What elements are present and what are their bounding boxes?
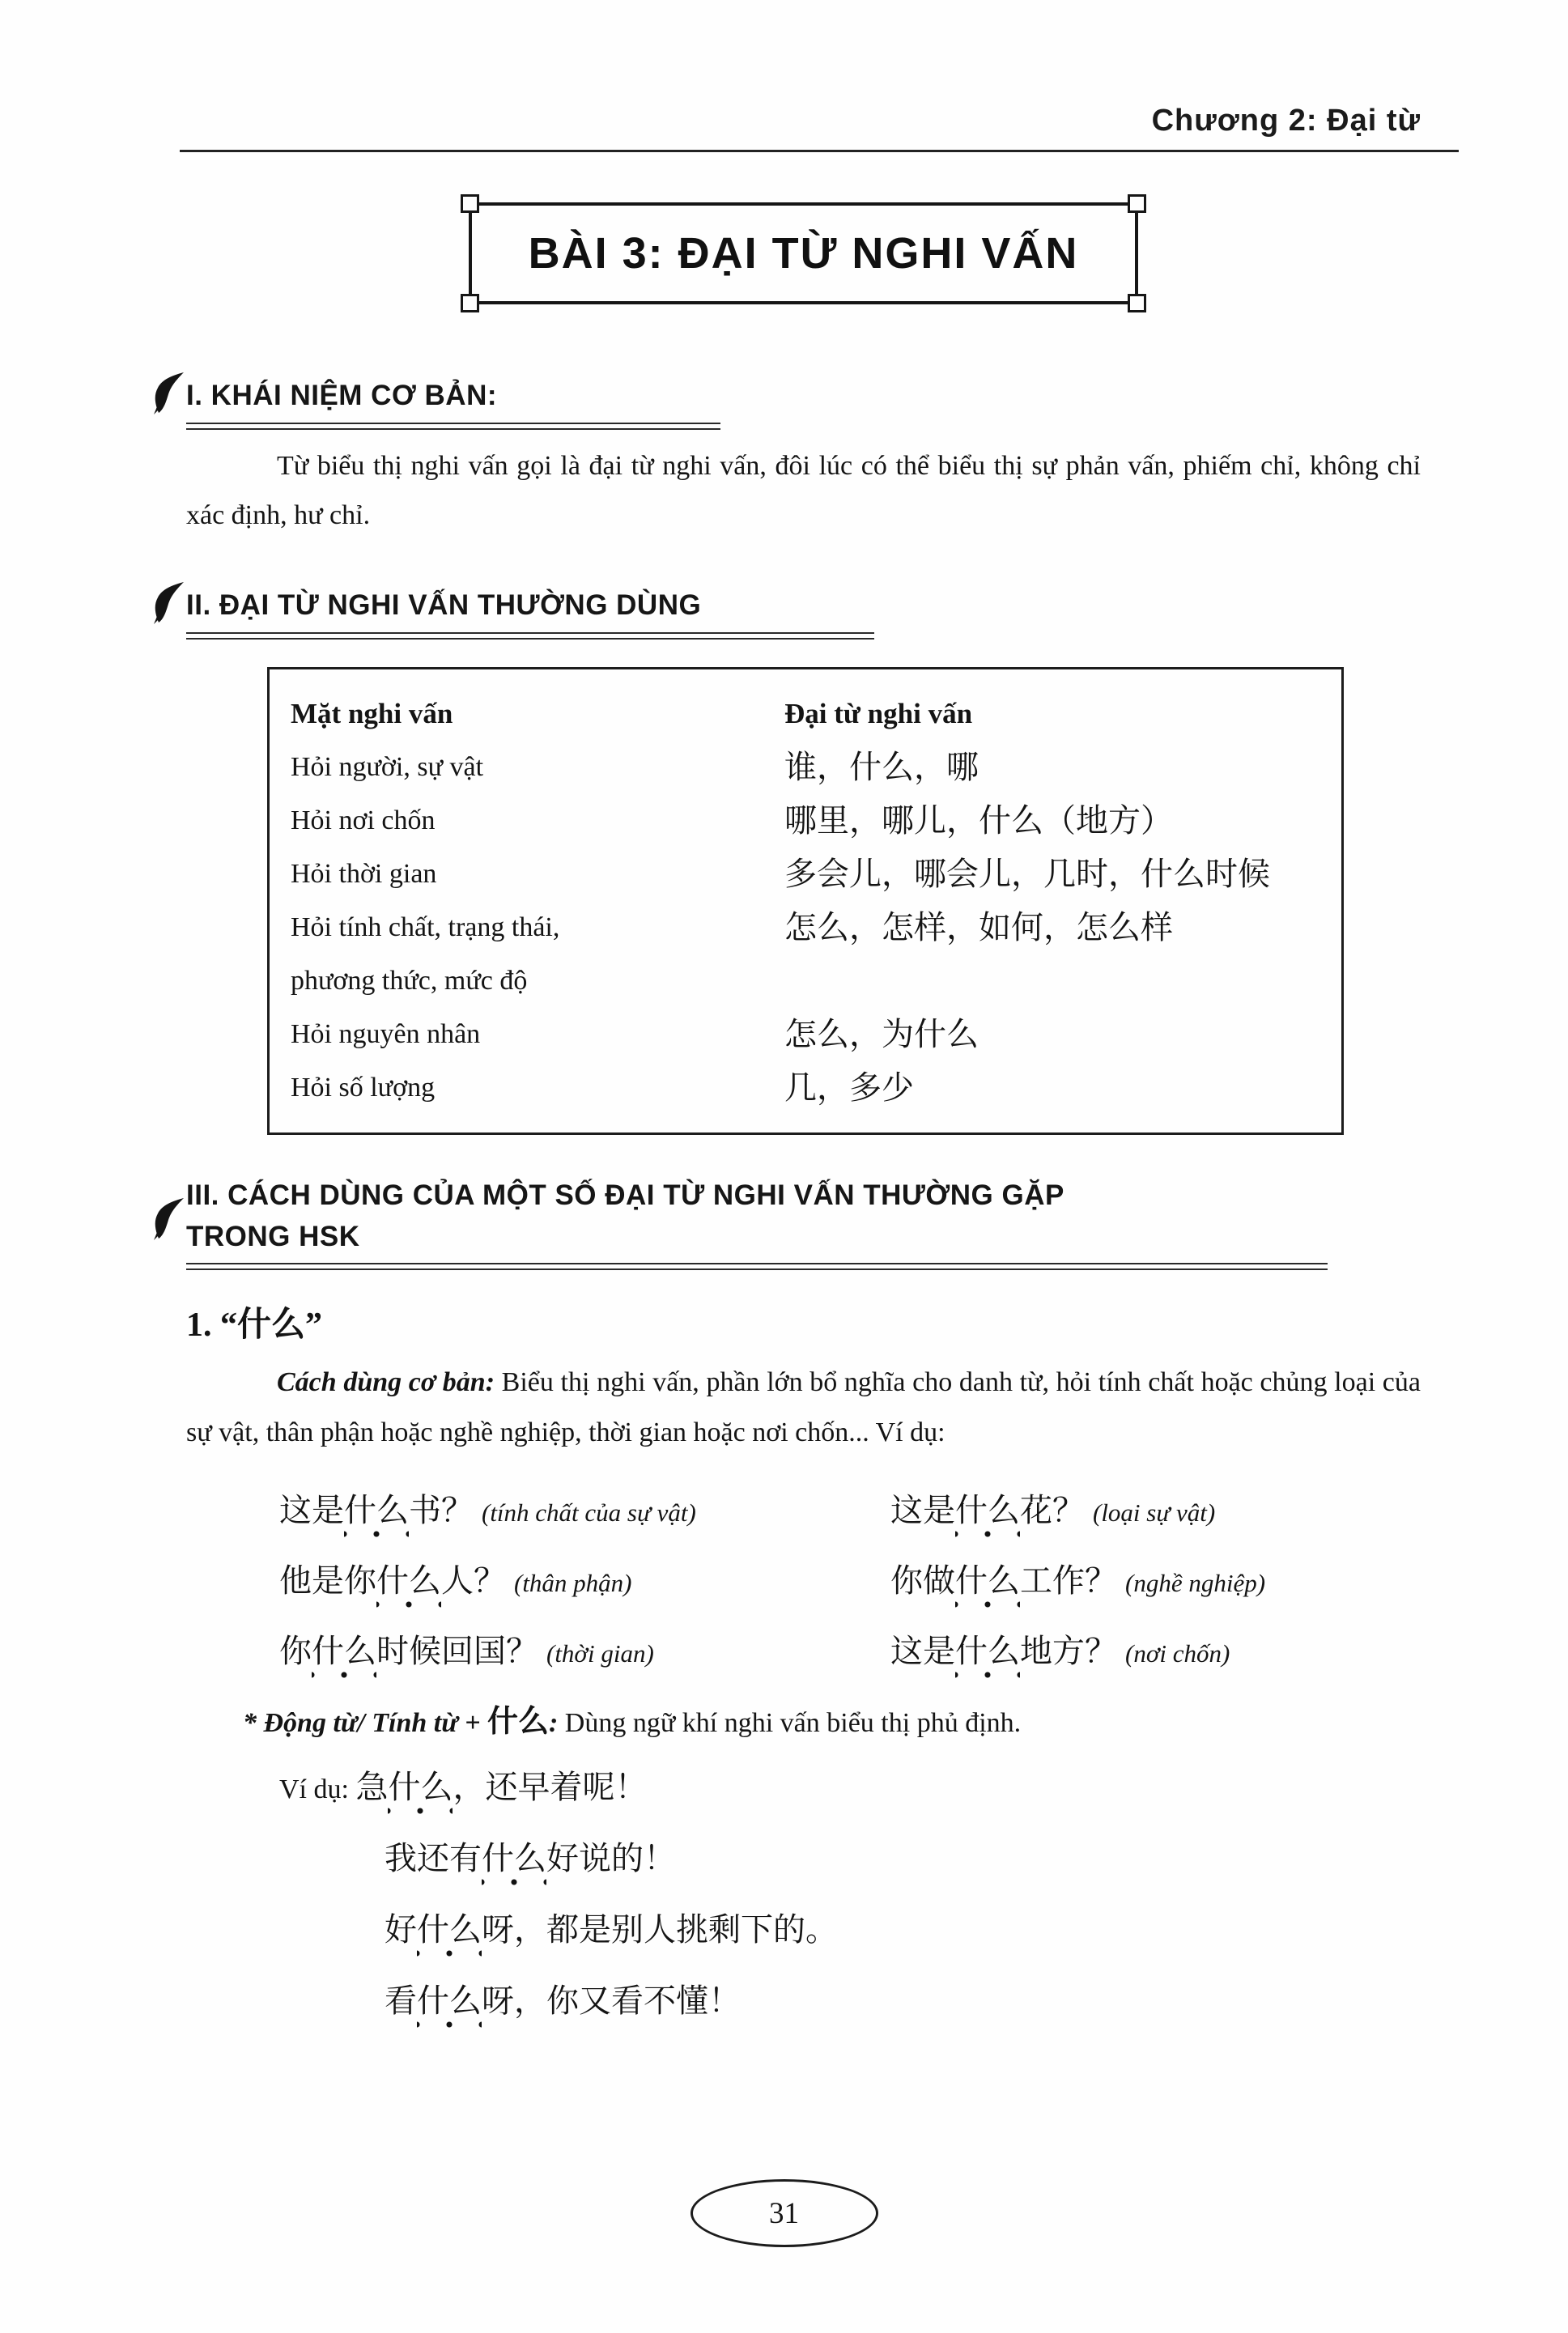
example-line bbox=[385, 1836, 1421, 1881]
header-rule bbox=[180, 150, 1459, 152]
example-zh: 我还有 bbox=[385, 1839, 482, 1876]
row-pronouns: 怎么，怎样，如何，怎么样 bbox=[784, 908, 1173, 946]
section-2-heading bbox=[186, 585, 1421, 640]
lesson-title-box bbox=[469, 202, 1139, 304]
example-zh: 他是你 bbox=[279, 1562, 376, 1599]
example-note: (nghề nghiệp) bbox=[1125, 1568, 1266, 1597]
chapter-header: Chương 2: Đại từ bbox=[1151, 104, 1421, 138]
example-sentence bbox=[890, 1485, 1421, 1531]
example-zh-emph: 什么 bbox=[344, 1492, 409, 1540]
example-sentence bbox=[890, 1625, 1421, 1672]
row-pronouns: 怎么，为什么 bbox=[784, 1015, 979, 1052]
section-1-underline bbox=[186, 423, 720, 430]
table-col2-header: Đại từ nghi vấn bbox=[784, 697, 973, 729]
example-zh: 工作？ bbox=[1020, 1562, 1117, 1599]
example-zh: 好 bbox=[385, 1910, 417, 1948]
table-row bbox=[291, 848, 1341, 901]
section-3-title-line2: TRONG HSK bbox=[186, 1220, 360, 1252]
example-zh: 花？ bbox=[1020, 1491, 1085, 1528]
example-sentence bbox=[279, 1555, 890, 1601]
row-question-type: Hỏi người, sự vật bbox=[291, 751, 484, 782]
example-line bbox=[385, 1907, 1421, 1953]
example-sentence bbox=[890, 1555, 1421, 1601]
usage-paragraph bbox=[186, 1358, 1421, 1456]
corner-ornament-top-right bbox=[1128, 194, 1146, 213]
row-question-type bbox=[291, 901, 784, 1008]
corner-ornament-bottom-left bbox=[461, 294, 479, 312]
section-1-title: I. KHÁI NIỆM CƠ BẢN: bbox=[186, 380, 498, 411]
grammar-note-zh: 什么 bbox=[487, 1704, 549, 1739]
table-row bbox=[291, 901, 1341, 1008]
example-zh-emph: 什么 bbox=[388, 1769, 453, 1817]
example-zh: 地方？ bbox=[1020, 1632, 1117, 1669]
usage-text: Biểu thị nghi vấn, phần lớn bổ nghĩa cho danh từ, hỏi tính chất hoặc chủng loại của sự vật, thân phận hoặc nghề nghiệp, thời gian hoặc nơi chốn... Ví dụ: bbox=[186, 1367, 1421, 1447]
table-row bbox=[291, 1008, 1341, 1061]
example-zh: 看 bbox=[385, 1982, 417, 2019]
lesson-title: BÀI 3: ĐẠI TỪ NGHI VẤN bbox=[528, 229, 1079, 278]
row-pronouns: 哪里，哪儿，什么（地方） bbox=[784, 801, 1173, 839]
example-intro-line bbox=[279, 1765, 1421, 1810]
example-zh: 急 bbox=[355, 1768, 389, 1805]
example-line bbox=[385, 1978, 1421, 2024]
table-row bbox=[291, 1061, 1341, 1115]
example-zh: 呀，你又看不懂！ bbox=[482, 1982, 741, 2019]
example-zh: ，还早着呢！ bbox=[453, 1768, 648, 1805]
example-zh-emph: 什么 bbox=[417, 1982, 482, 2030]
example-zh-emph: 什么 bbox=[955, 1562, 1020, 1610]
row-question-type: Hỏi nơi chốn bbox=[291, 805, 436, 835]
section-3-heading bbox=[186, 1175, 1421, 1271]
example-zh-emph: 什么 bbox=[955, 1492, 1020, 1540]
row-question-type-line2: phương thức, mức độ bbox=[291, 965, 528, 996]
example-zh: 书？ bbox=[409, 1491, 474, 1528]
usage-label: Cách dùng cơ bản: bbox=[277, 1367, 495, 1398]
row-pronouns: 多会儿，哪会儿，几时，什么时候 bbox=[784, 855, 1270, 892]
example-note: (thân phận) bbox=[514, 1568, 632, 1597]
example-zh: 好说的！ bbox=[546, 1839, 676, 1876]
row-question-type-line1: Hỏi tính chất, trạng thái, bbox=[291, 912, 560, 942]
example-note: (tính chất của sự vật) bbox=[482, 1498, 696, 1527]
section-1-heading bbox=[186, 376, 1421, 430]
row-question-type: Hỏi thời gian bbox=[291, 858, 437, 889]
grammar-note-sep: : bbox=[548, 1707, 565, 1738]
corner-ornament-bottom-right bbox=[1128, 294, 1146, 312]
row-question-type: Hỏi nguyên nhân bbox=[291, 1018, 481, 1049]
example-sentence bbox=[279, 1485, 890, 1531]
example-sentence bbox=[279, 1625, 890, 1672]
example-zh: 你 bbox=[279, 1632, 312, 1669]
pen-icon bbox=[151, 372, 185, 414]
section-2-title: II. ĐẠI TỪ NGHI VẤN THƯỜNG DÙNG bbox=[186, 589, 702, 622]
example-zh-emph: 什么 bbox=[482, 1840, 546, 1888]
lesson-title-wrap bbox=[186, 202, 1421, 304]
grammar-note-text: Dùng ngữ khí nghi vấn biểu thị phủ định. bbox=[564, 1707, 1022, 1738]
section-3-underline bbox=[186, 1263, 1328, 1270]
subsection-1-title: 1. “什么” bbox=[186, 1307, 323, 1345]
example-zh-emph: 什么 bbox=[376, 1562, 441, 1610]
example-zh: 你做 bbox=[890, 1562, 955, 1599]
table-col1-header: Mặt nghi vấn bbox=[291, 697, 453, 729]
row-question-type: Hỏi số lượng bbox=[291, 1072, 436, 1103]
example-intro-label: Ví dụ: bbox=[279, 1774, 356, 1804]
corner-ornament-top-left bbox=[461, 194, 479, 213]
example-zh: 时候回国？ bbox=[376, 1632, 538, 1669]
grammar-note bbox=[243, 1696, 1421, 1740]
example-zh: 这是 bbox=[279, 1491, 344, 1528]
example-zh-emph: 什么 bbox=[417, 1911, 482, 1959]
grammar-note-label: * Động từ/ Tính từ + bbox=[243, 1707, 487, 1738]
table-header-row bbox=[291, 687, 1341, 741]
example-note: (nơi chốn) bbox=[1125, 1638, 1230, 1668]
example-zh-emph: 什么 bbox=[312, 1633, 376, 1681]
example-zh: 人？ bbox=[441, 1562, 506, 1599]
example-zh: 这是 bbox=[890, 1491, 955, 1528]
section-2-underline bbox=[186, 632, 874, 640]
example-note: (loại sự vật) bbox=[1093, 1498, 1216, 1527]
example-note: (thời gian) bbox=[546, 1638, 654, 1668]
example-zh-emph: 什么 bbox=[955, 1633, 1020, 1681]
row-pronouns: 几，多少 bbox=[784, 1069, 914, 1106]
interrogative-table bbox=[267, 667, 1344, 1135]
page-number: 31 bbox=[769, 2196, 799, 2230]
pen-icon bbox=[151, 1198, 185, 1240]
example-zh: 这是 bbox=[890, 1632, 955, 1669]
page-number-oval bbox=[691, 2179, 878, 2247]
examples-grid bbox=[279, 1485, 1421, 1672]
section-3-title-line1: III. CÁCH DÙNG CỦA MỘT SỐ ĐẠI TỪ NGHI VẤN THƯỜNG GẶP bbox=[186, 1179, 1064, 1211]
example-zh: 呀，都是别人挑剩下的。 bbox=[482, 1910, 838, 1948]
table-row bbox=[291, 794, 1341, 848]
section-1-paragraph: Từ biểu thị nghi vấn gọi là đại từ nghi vấn, đôi lúc có thể biểu thị sự phản vấn, phiếm chỉ, không chỉ xác định, hư chỉ. bbox=[186, 450, 1421, 530]
table-row bbox=[291, 741, 1341, 794]
pen-icon bbox=[151, 582, 185, 624]
row-pronouns: 谁，什么，哪 bbox=[784, 748, 979, 785]
